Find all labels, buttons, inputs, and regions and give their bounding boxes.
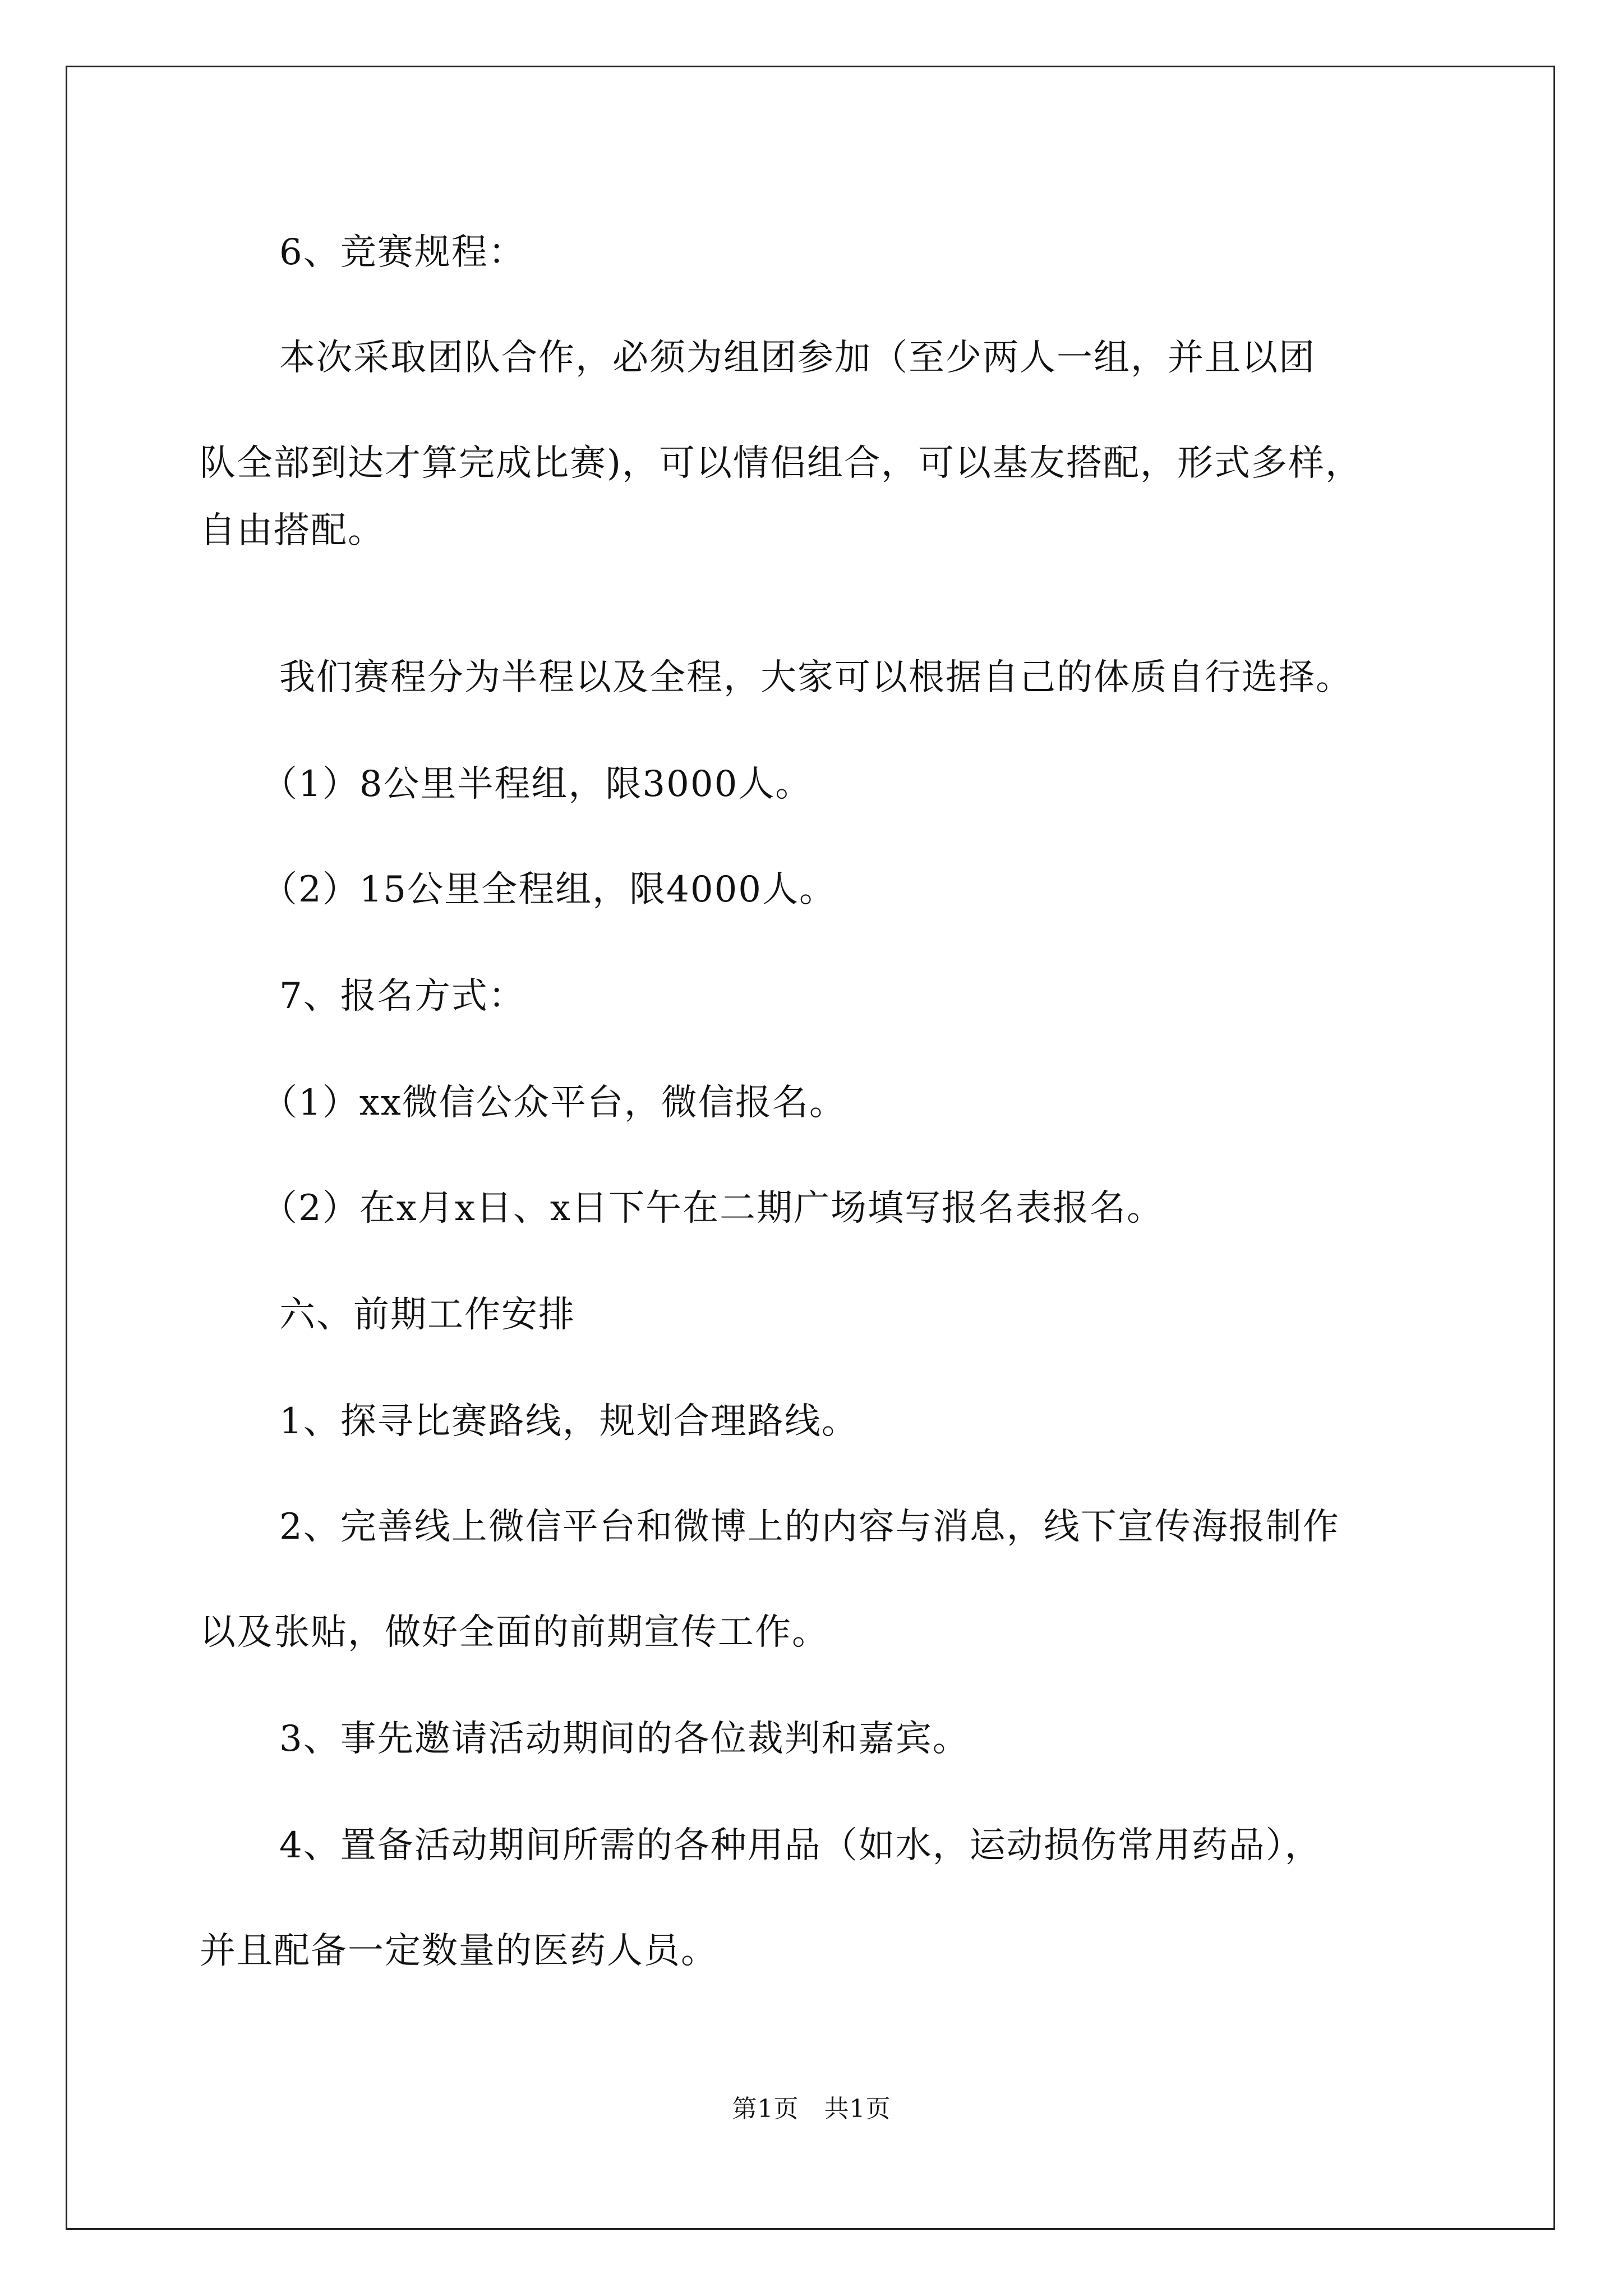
paragraph-promotion-line-1: 2、完善线上微信平台和微博上的内容与消息，线下宣传海报制作: [279, 1506, 1340, 1548]
list-item-full-course: （2）15公里全程组，限4000人。: [261, 869, 837, 910]
section-heading-registration: 7、报名方式：: [279, 976, 525, 1017]
paragraph-promotion-line-2: 以及张贴，做好全面的前期宣传工作。: [200, 1612, 829, 1653]
list-item-half-course: （1）8公里半程组，限3000人。: [261, 763, 813, 805]
paragraph-team-rules-line-1: 本次采取团队合作，必须为组团参加（至少两人一组，并且以团: [279, 337, 1316, 379]
paragraph-team-rules-line-3: 自由搭配。: [200, 510, 385, 551]
list-item-wechat-registration: （1）xx微信公众平台，微信报名。: [261, 1082, 846, 1124]
paragraph-supplies-line-1: 4、置备活动期间所需的各种用品（如水，运动损伤常用药品），: [279, 1825, 1322, 1866]
paragraph-course-choice: 我们赛程分为半程以及全程，大家可以根据自己的体质自行选择。: [279, 657, 1353, 698]
paragraph-route-planning: 1、探寻比赛路线，规划合理路线。: [279, 1401, 859, 1442]
section-heading-competition-rules: 6、竞赛规程：: [279, 232, 525, 273]
section-heading-preparation: 六、前期工作安排: [279, 1294, 575, 1336]
paragraph-team-rules-line-2: 队全部到达才算完成比赛)，可以情侣组合，可以基友搭配，形式多样，: [200, 443, 1362, 484]
page-number-footer: 第1页 共1页: [732, 2095, 891, 2123]
paragraph-invite-judges: 3、事先邀请活动期间的各位裁判和嘉宾。: [279, 1718, 970, 1760]
paragraph-supplies-line-2: 并且配备一定数量的医药人员。: [200, 1930, 718, 1972]
page-border: [66, 66, 1555, 2230]
list-item-onsite-registration: （2）在x月x日、x日下午在二期广场填写报名表报名。: [261, 1188, 1164, 1229]
